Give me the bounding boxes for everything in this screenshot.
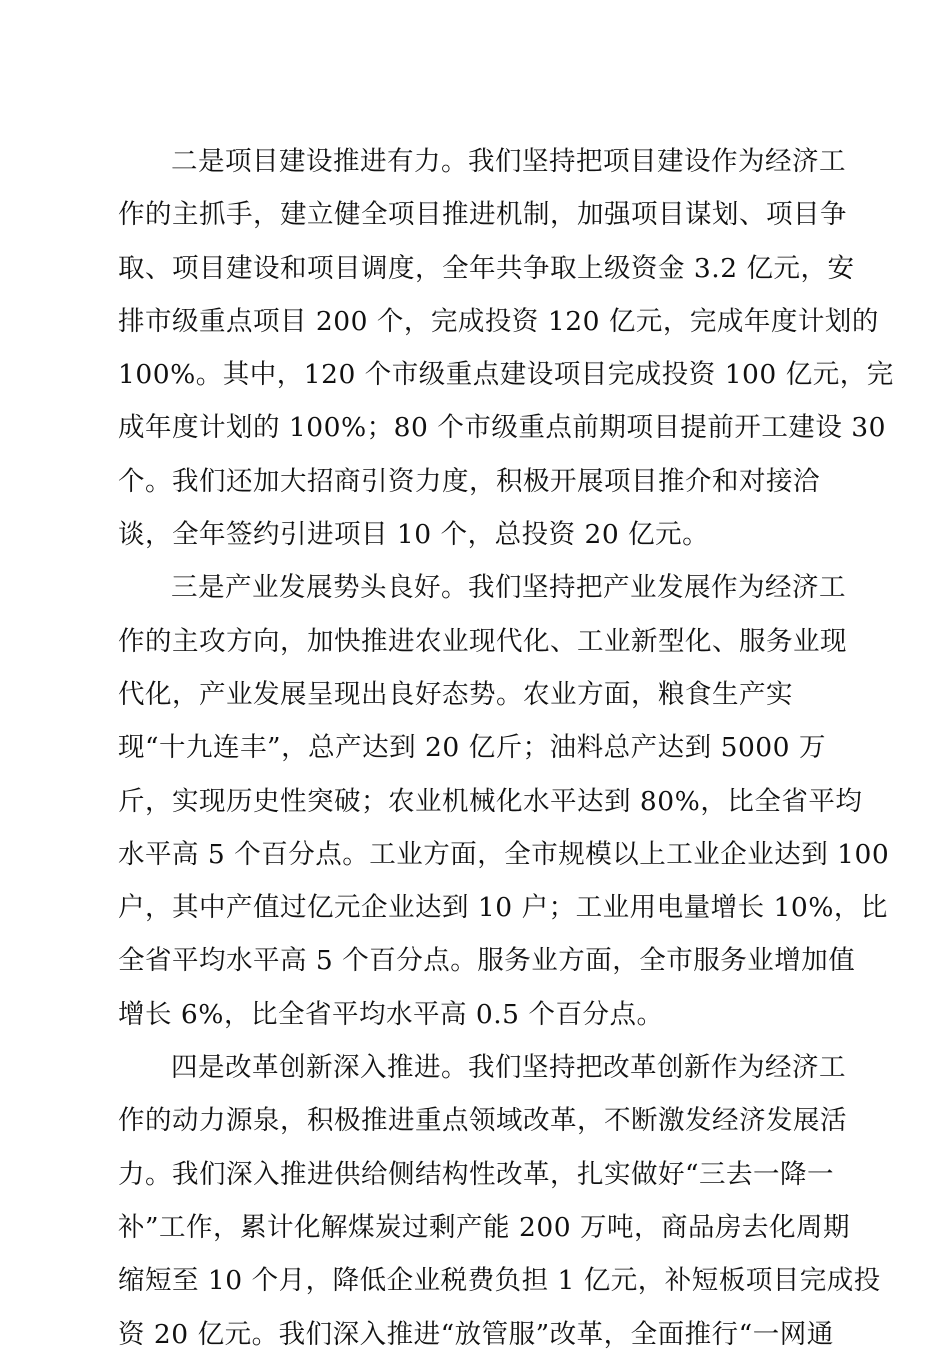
paragraph-2-line-8: 谈，全年签约引进项目 10 个，总投资 20 亿元。 [118,519,710,551]
paragraph-3-line-5: 斤，实现历史性突破；农业机械化水平达到 80%，比全省平均 [118,785,863,817]
paragraph-3-line-2: 作的主攻方向，加快推进农业现代化、工业新型化、服务业现 [118,625,847,657]
paragraph-4-line-4: 补”工作，累计化解煤炭过剩产能 200 万吨，商品房去化周期 [118,1211,850,1243]
paragraph-2-line-3: 取、项目建设和项目调度，全年共争取上级资金 3.2 亿元，安 [118,252,855,284]
paragraph-4-line-1: 四是改革创新深入推进。我们坚持把改革创新作为经济工 [171,1052,846,1084]
paragraph-2-line-6: 成年度计划的 100%；80 个市级重点前期项目提前开工建设 30 [118,412,886,444]
paragraph-2-line-2: 作的主抓手，建立健全项目推进机制，加强项目谋划、项目争 [118,199,847,231]
paragraph-2-line-5: 100%。其中，120 个市级重点建设项目完成投资 100 亿元，完 [118,359,894,391]
paragraph-2-line-7: 个。我们还加大招商引资力度，积极开展项目推介和对接洽 [118,465,820,497]
paragraph-3-line-9: 增长 6%，比全省平均水平高 0.5 个百分点。 [118,998,664,1030]
paragraph-4-line-3: 力。我们深入推进供给侧结构性改革，扎实做好“三去一降一 [118,1158,835,1190]
paragraph-3-line-4: 现“十九连丰”，总产达到 20 亿斤；油料总产达到 5000 万 [118,732,826,764]
paragraph-2-line-4: 排市级重点项目 200 个，完成投资 120 亿元，完成年度计划的 [118,305,879,337]
document-body [118,135,894,1361]
paragraph-3-line-1: 三是产业发展势头良好。我们坚持把产业发展作为经济工 [171,572,846,604]
paragraph-3-line-6: 水平高 5 个百分点。工业方面，全市规模以上工业企业达到 100 [118,838,890,870]
paragraph-3-line-3: 代化，产业发展呈现出良好态势。农业方面，粮食生产实 [118,678,793,710]
paragraph-4-line-5: 缩短至 10 个月，降低企业税费负担 1 亿元，补短板项目完成投 [118,1265,881,1297]
paragraph-4-line-2: 作的动力源泉，积极推进重点领域改革，不断激发经济发展活 [118,1105,847,1137]
paragraph-2-line-1: 二是项目建设推进有力。我们坚持把项目建设作为经济工 [171,146,846,177]
paragraph-4-line-6: 资 20 亿元。我们深入推进“放管服”改革，全面推行“一网通 [118,1318,834,1350]
paragraph-3-line-7: 户，其中产值过亿元企业达到 10 户；工业用电量增长 10%，比 [118,892,888,924]
paragraph-3-line-8: 全省平均水平高 5 个百分点。服务业方面，全市服务业增加值 [118,945,856,977]
